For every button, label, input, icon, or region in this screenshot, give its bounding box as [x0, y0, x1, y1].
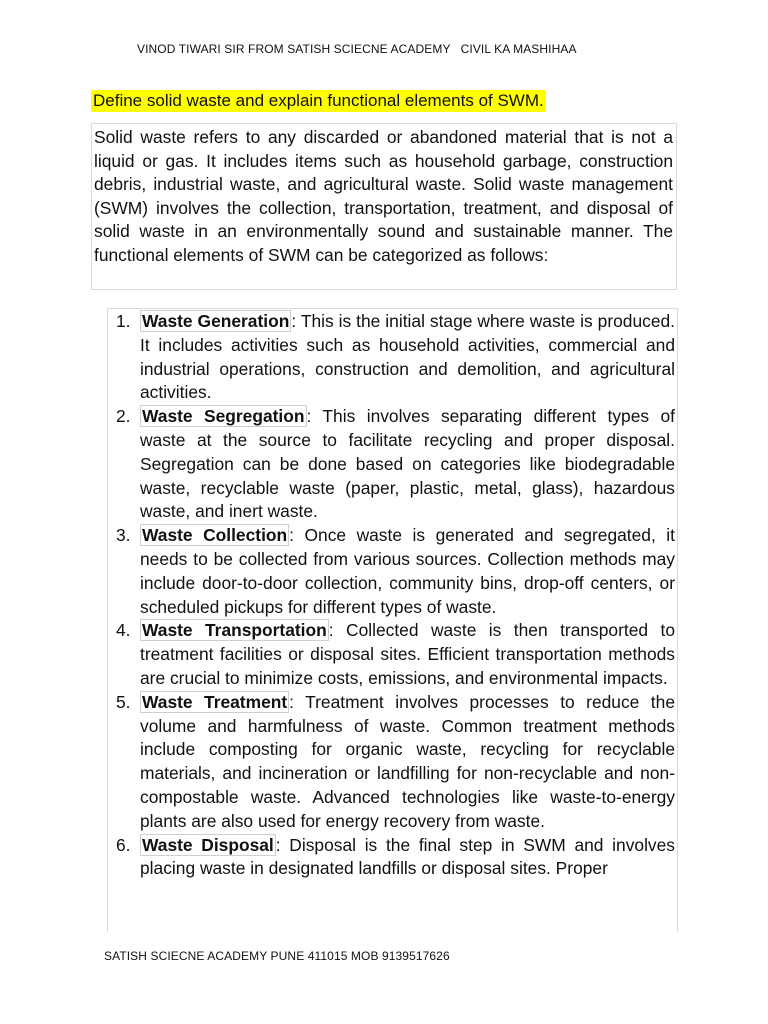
item-term: Waste Disposal	[142, 834, 274, 855]
question-heading: Define solid waste and explain functional elements of SWM.	[93, 91, 544, 110]
item-number: 2.	[116, 406, 131, 427]
list-item-waste-generation	[108, 310, 675, 405]
intro-paragraph: Solid waste refers to any discarded or abandoned material that is not a liquid or gas. It includes items such as household garbage, construction debris, industrial waste, and agricultural waste. Solid waste management (SWM) involves the collection, transportation, treatment, and disposal of solid waste in an environmentally sound and sustainable manner. The functional elements of SWM can be categorized as follows:	[91, 123, 677, 290]
item-term: Waste Segregation	[142, 406, 305, 427]
list-item-waste-transportation	[108, 619, 675, 690]
functional-elements-list	[107, 308, 678, 932]
list-item-waste-collection	[108, 524, 675, 619]
item-description: : This involves separating different types of waste at the source to facilitate recycling and proper disposal. Segregation can be done based on categories like biodegradable waste, recyclable waste (paper, plastic, metal, glass), hazardous waste, and inert waste.	[140, 406, 676, 522]
item-number: 1.	[116, 311, 131, 331]
item-term: Waste Generation	[142, 311, 290, 331]
item-term: Waste Collection	[142, 525, 288, 546]
list-item-waste-treatment	[108, 691, 675, 834]
item-term: Waste Treatment	[142, 691, 288, 712]
list-item-waste-segregation	[108, 405, 675, 524]
item-term: Waste Transportation	[142, 620, 327, 641]
item-description: : This is the initial stage where waste is produced. It includes activities such as household activities, commercial and industrial operations, construction and demolition, and agricultural activities.	[140, 311, 675, 403]
item-number: 6.	[116, 834, 131, 855]
page-footer: SATISH SCIECNE ACADEMY PUNE 411015 MOB 9139517626	[104, 949, 450, 963]
item-description: : Once waste is generated and segregated, it needs to be collected from various sources. Collection methods may include door-to-door collection, community bins, drop-off centers, or scheduled pickups for different types of waste.	[140, 525, 675, 617]
item-number: 3.	[116, 525, 131, 546]
list-item-waste-disposal	[108, 834, 675, 882]
page-header: VINOD TIWARI SIR FROM SATISH SCIECNE ACADEMY CIVIL KA MASHIHAA	[137, 42, 577, 56]
item-number: 5.	[116, 691, 131, 712]
item-description: : Disposal is the final step in SWM and involves placing waste in designated landfills or disposal sites. Proper	[140, 834, 675, 879]
item-number: 4.	[116, 620, 131, 641]
item-description: : Collected waste is then transported to treatment facilities or disposal sites. Efficient transportation methods are crucial to minimize costs, emissions, and environmental impacts.	[140, 620, 675, 688]
item-description: : Treatment involves processes to reduce the volume and harmfulness of waste. Common treatment methods include composting for organic waste, recycling for recyclable materials, and incineration or landfilling for non-recyclable and non-compostable waste. Advanced technologies like waste-to-energy plants are also used for energy recovery from waste.	[140, 691, 675, 831]
